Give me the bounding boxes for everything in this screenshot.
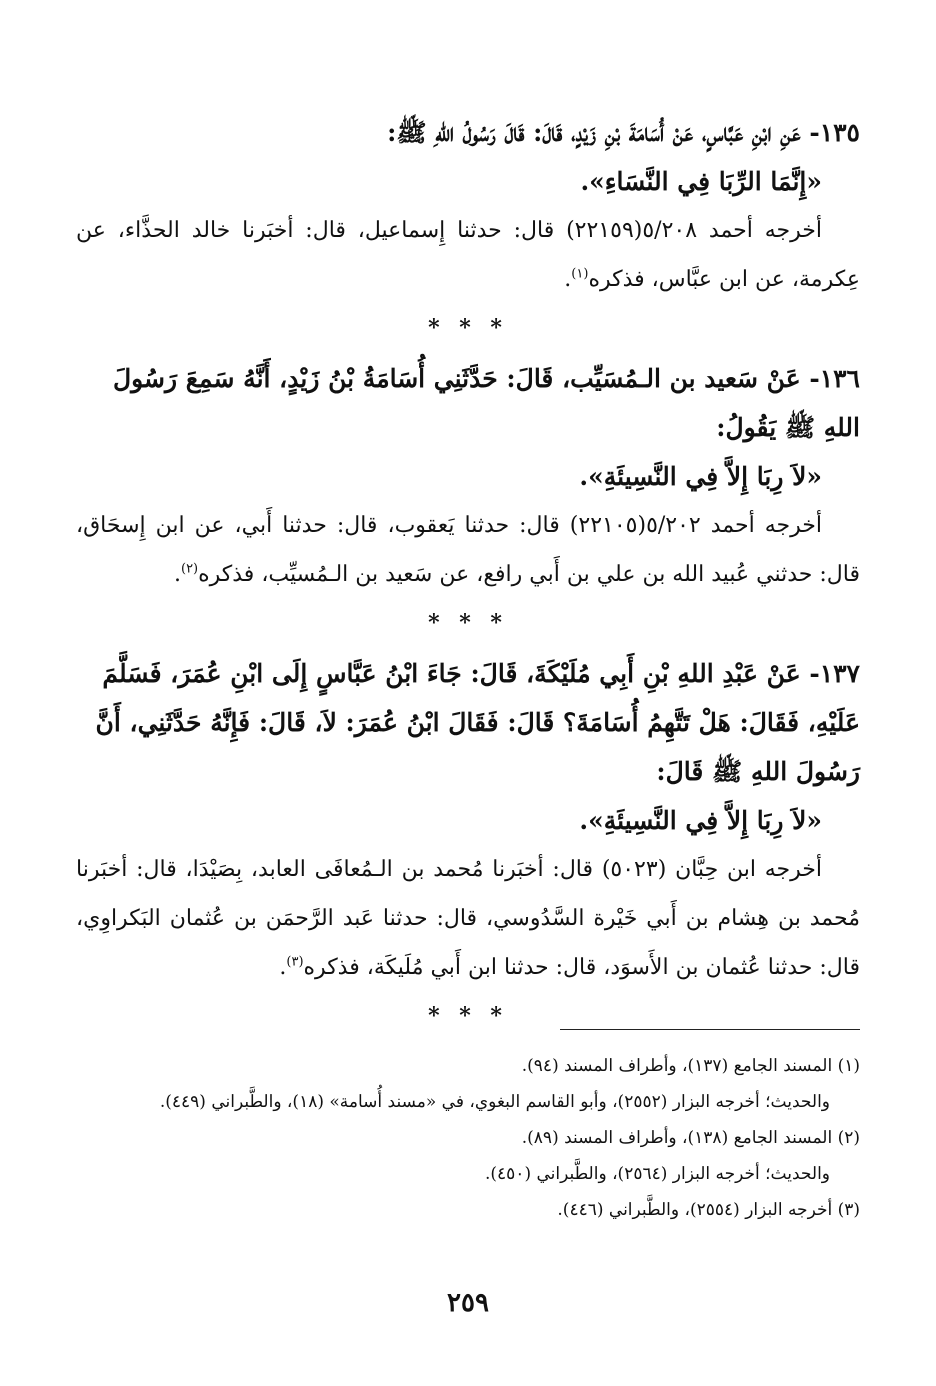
footnote-ref[interactable]: (١) (571, 266, 589, 282)
takhrij-paragraph (76, 206, 860, 304)
footnote-3: (٣) أخرجه البزار (٢٥٥٤)، والطَّبراني (٤٤٦). (557, 1200, 860, 1220)
footnote-1: (١) المسند الجامع (١٣٧)، وأطراف المسند (٩٤). (521, 1056, 860, 1076)
hadith-text: ١٣٧- عَنْ عَبْدِ اللهِ بْنِ أَبِي مُلَيْكَةَ، قَالَ: جَاءَ ابْنُ عَبَّاسٍ إِلَى ابْنِ عُمَرَ، فَسَلَّمَ عَلَيْهِ، فَقَالَ: هَلْ تَتَّهِمُ أُسَامَةَ؟ قَالَ: فَقَالَ ابْنُ عُمَرَ: لاَ، قَالَ: فَإِنَّهُ حَدَّثَنِي، أَنَّ رَسُولَ اللهِ ﷺ قَالَ: (95, 659, 860, 786)
section-separator: * * * (428, 315, 508, 341)
full-stop: . (564, 267, 572, 292)
section-separator: * * * (428, 1003, 508, 1029)
page-number: ٢٥٩ (447, 1288, 489, 1318)
hadith-137 (76, 649, 860, 992)
hadith-matn: «لاَ رِبَا إِلاَّ فِي النَّسِيئَةِ». (579, 806, 822, 835)
footnotes (76, 1048, 860, 1228)
hadith-text: ١٣٦- عَنْ سَعيد بن الـمُسَيِّب، قَالَ: حَدَّثَنِي أُسَامَةُ بْنُ زَيْدٍ، أَنَّهُ سَمِعَ رَسُولَ اللهِ ﷺ يَقُولُ: (112, 364, 860, 442)
hadith-matn: «لاَ رِبَا إِلاَّ فِي النَّسِيئَةِ». (579, 462, 822, 491)
full-stop: . (279, 955, 287, 980)
hadith-136 (76, 354, 860, 599)
footnote-divider (560, 1029, 860, 1030)
footnote-2-continuation: والحديث؛ أخرجه البزار (٢٥٦٤)، والطَّبراني (٤٥٠). (484, 1164, 830, 1184)
footnote-ref[interactable]: (٣) (286, 954, 304, 970)
takhrij-text: أخرجه أحمد ٥/٢٠٨(٢٢١٥٩) قال: حدثنا إِسماعيل، قال: أخبَرنا خالد الحذَّاء، عن عِكرمة، عن ابن عبَّاس، فذكره (76, 218, 860, 292)
footnote-2: (٢) المسند الجامع (١٣٨)، وأطراف المسند (٨٩). (521, 1128, 860, 1148)
takhrij-text: أخرجه ابن حِبَّان (٥٠٢٣) قال: أخبَرنا مُحمد بن الـمُعافَى العابد، بِصَيْدَا، قال: أخبَرنا مُحمد بن هِشام بن أَبي خَيْرة السَّدُوسي، قال: حدثنا عَبد الرَّحمَن بن عُثمان البَكراوِي، قال: حدثنا عُثمان بن الأَسوَد، قال: حدثنا ابن أَبي مُلَيكَة، فذكره (76, 857, 860, 980)
takhrij-paragraph (76, 501, 860, 599)
takhrij-text: أخرجه أحمد ٥/٢٠٢(٢٢١٠٥) قال: حدثنا يَعقوب، قال: حدثنا أَبي، عن ابن إِسحَاق، قال: حدثني عُبيد الله بن علي بن أَبي رافع، عن سَعيد بن الـمُسيِّب، فذكره (76, 513, 860, 587)
hadith-135 (76, 108, 860, 304)
footnote-ref[interactable]: (٢) (180, 561, 199, 577)
section-separator: * * * (428, 610, 508, 636)
full-stop: . (173, 562, 181, 587)
hadith-text: ١٣٥- عَنِ ابْنِ عَبَّاسٍ، عَنْ أُسَامَةَ بْنِ زَيْدٍ، قَالَ: قَالَ رَسُولُ اللهِ ﷺ: (387, 118, 860, 147)
footnote-1-continuation: والحديث؛ أخرجه البزار (٢٥٥٢)، وأبو القاسم البغوي، في «مسند أُسامة» (١٨)، والطَّبراني (٤٤٩). (159, 1092, 830, 1112)
takhrij-paragraph (76, 845, 860, 992)
hadith-matn: «إِنَّمَا الرِّبَا فِي النَّسَاءِ». (580, 167, 822, 196)
